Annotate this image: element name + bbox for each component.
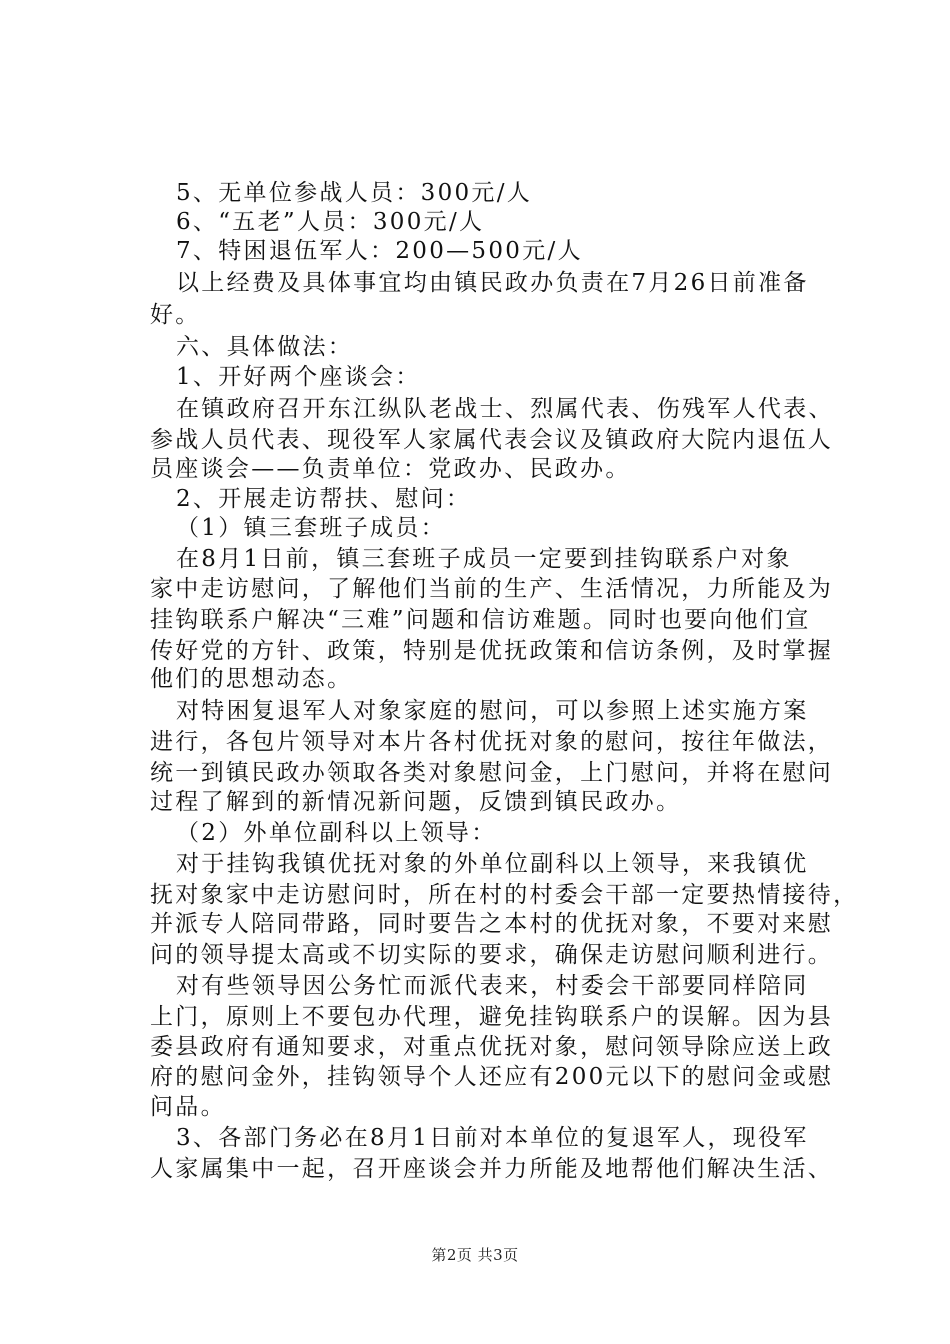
subsection-heading: 2、开展走访帮扶、慰问： <box>176 486 472 512</box>
text-line: 好。 <box>150 302 201 328</box>
text-line: 问品。 <box>150 1094 226 1120</box>
text-line: 传好党的方针、政策，特别是优抚政策和信访条例，及时掌握 <box>150 638 834 664</box>
text-line: 5、无单位参战人员：300元/人 <box>176 180 533 206</box>
text-line: 家中走访慰问，了解他们当前的生产、生活情况，力所能及为 <box>150 576 834 602</box>
text-line: 进行，各包片领导对本片各村优抚对象的慰问，按往年做法， <box>150 729 834 755</box>
section-heading: 六、具体做法： <box>176 334 354 360</box>
text-line: 6、“五老”人员：300元/人 <box>176 209 485 235</box>
text-line: 抚对象家中走访慰问时，所在村的村委会干部一定要热情接待， <box>150 882 859 908</box>
subsection-heading: （2）外单位副科以上领导： <box>176 820 497 846</box>
page-footer: 第2页 共3页 <box>431 1246 519 1264</box>
text-line: 挂钩联系户解决“三难”问题和信访难题。同时也要向他们宣 <box>150 607 811 633</box>
text-line: 对于挂钩我镇优抚对象的外单位副科以上领导，来我镇优 <box>176 851 809 877</box>
text-line: 7、特困退伍军人：200—500元/人 <box>176 238 583 264</box>
subsection-heading: （1）镇三套班子成员： <box>176 515 446 541</box>
text-line: 问的领导提太高或不切实际的要求，确保走访慰问顺利进行。 <box>150 942 834 968</box>
text-line: 委县政府有通知要求，对重点优抚对象，慰问领导除应送上政 <box>150 1034 834 1060</box>
text-line: 人家属集中一起，召开座谈会并力所能及地帮他们解决生活、 <box>150 1156 834 1182</box>
text-line: 以上经费及具体事宜均由镇民政办负责在7月26日前准备 <box>176 270 809 296</box>
text-line: 参战人员代表、现役军人家属代表会议及镇政府大院内退伍人 <box>150 427 834 453</box>
text-line: 他们的思想动态。 <box>150 666 353 692</box>
text-line: 统一到镇民政办领取各类对象慰问金，上门慰问，并将在慰问 <box>150 760 834 786</box>
text-line: 上门，原则上不要包办代理，避免挂钩联系户的误解。因为县 <box>150 1004 834 1030</box>
text-line: 对特困复退军人对象家庭的慰问，可以参照上述实施方案 <box>176 698 809 724</box>
subsection-heading: 1、开好两个座谈会： <box>176 364 421 390</box>
text-line: 过程了解到的新情况新问题，反馈到镇民政办。 <box>150 789 682 815</box>
text-line: 员座谈会——负责单位：党政办、民政办。 <box>150 456 631 482</box>
text-line: 3、各部门务必在8月1日前对本单位的复退军人，现役军 <box>176 1125 809 1151</box>
text-line: 在8月1日前，镇三套班子成员一定要到挂钩联系户对象 <box>176 546 792 572</box>
text-line: 府的慰问金外，挂钩领导个人还应有200元以下的慰问金或慰 <box>150 1064 834 1090</box>
text-line: 对有些领导因公务忙而派代表来，村委会干部要同样陪同 <box>176 973 809 999</box>
text-line: 在镇政府召开东江纵队老战士、烈属代表、伤残军人代表、 <box>176 396 834 422</box>
text-line: 并派专人陪同带路，同时要告之本村的优抚对象，不要对来慰 <box>150 911 834 937</box>
